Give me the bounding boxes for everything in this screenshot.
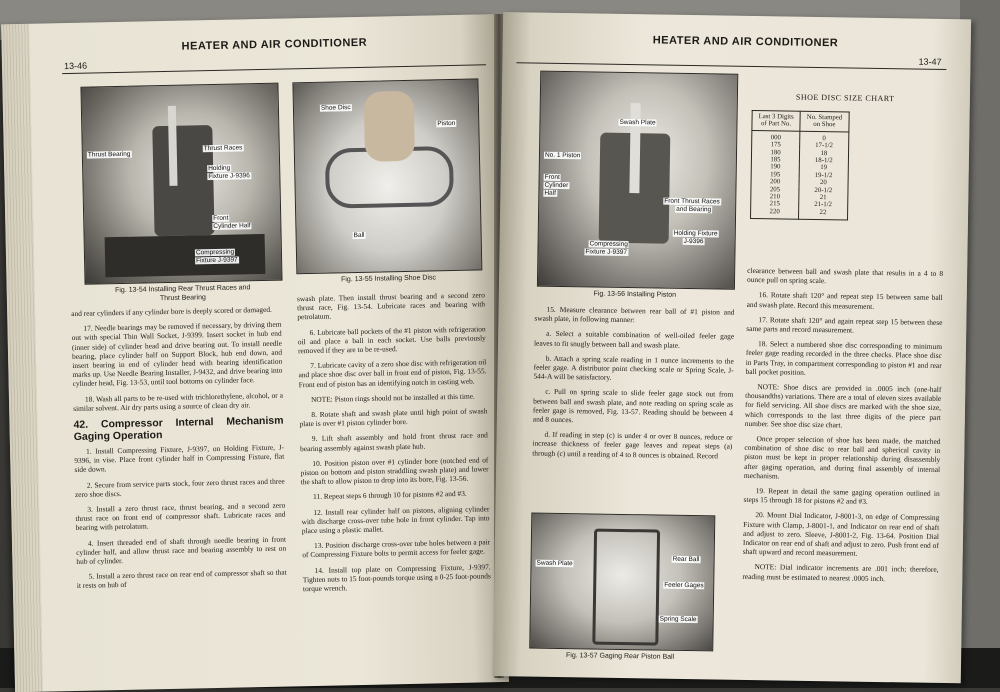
left-page-header: HEATER AND AIR CONDITIONER: [181, 36, 368, 53]
left-page: [1, 14, 509, 692]
paragraph: 6. Lubricate ball pockets of the #1 piston with refrigeration oil and place a ball in each socket. Use balls previously removed if they are to be re-used.: [297, 323, 486, 356]
cell-part: 220: [750, 208, 798, 220]
cell-stamp: 20: [799, 179, 848, 187]
paragraph: 9. Lift shaft assembly and hold front thrust race and bearing assembly against swash plate hub.: [299, 430, 488, 453]
caption-fig-13-56: Fig. 13-56 Installing Piston: [593, 290, 677, 299]
right-page-number: 13-47: [918, 56, 942, 67]
callout-holding-fixture: Holding Fixture: [673, 229, 718, 238]
callout-j9396: J-9396: [683, 237, 704, 246]
table-row: [750, 208, 847, 220]
paragraph: 4. Insert threaded end of shaft through needle bearing in front cylinder half, and allow thrust race and bearing assembly to rest on hub of cylinder.: [76, 534, 287, 567]
callout-swash-plate: Swash Plate: [619, 118, 656, 127]
callout-swash-plate: Swash Plate: [536, 559, 573, 568]
callout-feeler-gages: Feeler Gages: [664, 581, 704, 590]
callout-front: Front: [544, 173, 560, 181]
cell-part: 000: [752, 130, 800, 142]
cell-stamp: 18: [800, 149, 849, 157]
callout-spring-scale: Spring Scale: [659, 615, 697, 624]
callout-no1-piston: No. 1 Piston: [544, 151, 581, 160]
paragraph: 18. Wash all parts to be re-used with trichlorethylene, alcohol, or a similar solvent. Air dry parts using a source of clean dry air.: [73, 390, 284, 413]
caption-fig-13-55: Fig. 13-55 Installing Shoe Disc: [340, 274, 437, 284]
paragraph: d. If reading in step (c) is under 4 or over 8 ounces, reduce or increase thickness of feeler gage leaves and repeat steps (a) through (c) until a reading of 4 to 8 ounces is obtained. Record: [532, 429, 733, 461]
paragraph: 17. Needle bearings may be removed if necessary, by driving them out with special Thin Wall Socket, J-9399. Insert socket in hub end (inner side) of cylinder head and drive bearing out. To install needle bearing, place cylinder half on Support Block, hub end down, and insert bearing in end of cylinder head with bearing identification marks up. Use Needle Bearing Installer, J-9432, and drive bearing into cylinder head, Fig. 13-53, until tool bottoms on cylinder face.: [71, 319, 283, 389]
header-line: of Part No.: [760, 120, 792, 128]
note: NOTE: Piston rings should not be installed at this time.: [310, 391, 475, 404]
callout-half: Half: [544, 189, 556, 197]
paragraph: 14. Install top plate on Compressing Fixture, J-9397. Tighten nuts to 15 foot-pounds torque using a 0-25 foot-pounds torque wrench.: [302, 561, 491, 594]
left-page-number: 13-46: [63, 60, 88, 72]
header-line: Last 3 Digits: [758, 113, 794, 121]
header-line: on Shoe: [813, 121, 836, 129]
paragraph: clearance between ball and swash plate that results in a 4 to 8 ounce pull on spring scale.: [746, 265, 944, 286]
column-header: [800, 111, 849, 132]
paragraph: 2. Secure from service parts stock, four zero thrust races and three zero shoe discs.: [74, 476, 285, 499]
note: NOTE: Dial indicator increments are .001 inch; therefore, reading must be estimated to nearest .0005 inch.: [742, 562, 939, 583]
paragraph: 16. Rotate shaft 120° and repeat step 15 between same ball and swash plate. Record this measurement.: [746, 290, 943, 311]
chart-title: SHOE DISC SIZE CHART: [795, 92, 895, 104]
caption-line1: Fig. 13-54 Installing Rear Thrust Races and: [114, 284, 251, 295]
callout-cylinder: Cylinder: [544, 181, 569, 190]
note: NOTE: Shoe discs are provided in .0005 inch (one-half thousandths) variations. There are a total of eleven sizes available for field servicing. All shoe discs are marked with the shoe size, which corresponds to the last three digits of the piece part number. See shoe disc size chart.: [744, 382, 942, 430]
paragraph: 7. Lubricate cavity of a zero shoe disc with refrigeration oil and place shoe disc over ball in front end of piston, Fig. 13-55. Front end of piston has an identifying notch in casting web.: [298, 357, 487, 389]
cell-part: 215: [751, 200, 799, 208]
paragraph: a. Select a suitable combination of well-oiled feeler gage leaves to fit snugly between ball and swash plate.: [533, 329, 735, 350]
cell-part: 200: [751, 178, 799, 186]
right-page: [493, 12, 971, 683]
right-page-header: HEATER AND AIR CONDITIONER: [652, 34, 839, 50]
callout-front-thrust-races: Front Thrust Races: [664, 197, 720, 206]
paragraph: Once proper selection of shoe has been made, the matched combination of shoe disc to rear ball and spherical cavity in piston must be kept in proper relationship during disassembly after gaging operation, and during final assembly of internal mechanism.: [743, 434, 941, 481]
header-rule: [62, 64, 486, 74]
caption-fig-13-54: [85, 283, 281, 305]
paragraph: 20. Mount Dial Indicator, J-8001-3, on edge of Compressing Fixture with Clamp, J-8001-1, and Indicator on rear end of shaft and adjust to zero. Sleeve, J-8001-2, Fig. 13-64. Position Dial Indicator on rear end of shaft and adjust to zero. Push front end of shaft upward and record measurement.: [742, 510, 940, 558]
cell-stamp: 21-1/2: [799, 201, 848, 209]
shoe-disc-size-table: [750, 110, 849, 221]
callout-holding-fixture: Fixture J-9396: [208, 172, 250, 181]
paragraph: 13. Position discharge cross-over tube holes between a pair of Compressing Fixture bolts to permit access for feeler gage.: [302, 537, 491, 560]
callout-ball: Ball: [353, 231, 365, 240]
paragraph: 12. Install rear cylinder half on pistons, aligning cylinder with discharge cross-over tube hole in front cylinder. Tap into place using a plastic mallet.: [301, 503, 490, 536]
cell-part: 190: [751, 163, 799, 171]
callout-cylinder-half: Cylinder Half: [213, 222, 251, 231]
paragraph: c. Pull on spring scale to slide feeler gage stock out from between ball and swash plate, and note reading on spring scale as feeler gage is removed, Fig. 13-57. Reading should be between 4 and 8 ounces.: [532, 387, 734, 425]
paragraph: 18. Select a numbered shoe disc corresponding to minimum feeler gage reading recorded in the three checks. Place shoe disc in Parts Tray, in compartment corresponding to piston #1 and rear ball pocket position.: [745, 339, 943, 377]
vise-shape: [105, 234, 266, 277]
header-line: No. Stamped: [806, 113, 843, 122]
photo-fig-13-56: [537, 71, 738, 290]
column-header: [752, 110, 800, 131]
cell-stamp: 19-1/2: [799, 172, 848, 180]
fixture-shape: [152, 125, 214, 236]
callout-compressing: Compressing: [195, 248, 235, 257]
callout-rear-ball: Rear Ball: [672, 555, 700, 564]
cell-stamp: 17-1/2: [800, 142, 849, 150]
callout-compressing-fixture: Fixture J-9397: [585, 248, 628, 257]
callout-front: Front: [213, 214, 229, 223]
section-heading: 42. Compressor Internal Mechanism Gaging Operation: [73, 414, 284, 444]
callout-compressing: Compressing: [589, 240, 628, 249]
right-page-column-1: [532, 305, 734, 467]
shaft-shape: [629, 103, 640, 193]
paragraph: 15. Measure clearance between rear ball of #1 piston and swash plate, in following manner:: [534, 304, 735, 325]
paragraph: swash plate. Then install thrust bearing and a second zero thrust race, Fig. 13-54. Lubricate races and bearing with petrolatum.: [296, 290, 486, 322]
page-edge: [1, 24, 43, 692]
paragraph: 5. Install a zero thrust race on rear end of compressor shaft so that it rests on hub of: [76, 567, 287, 591]
paragraph: b. Attach a spring scale reading in 1 ounce increments to the feeler gage. A distributor point checking scale or Spring Scale, J-544-A will be satisfactory.: [533, 353, 734, 383]
cell-part: 210: [751, 193, 799, 201]
callout-thrust-bearing: Thrust Bearing: [87, 150, 131, 159]
callout-shoe-disc: Shoe Disc: [320, 104, 351, 112]
cell-stamp: 0: [800, 131, 849, 143]
cell-part: 185: [751, 156, 799, 164]
caption-line2: Thrust Bearing: [159, 294, 206, 303]
paragraph: 11. Repeat steps 6 through 10 for pistons #2 and #3.: [312, 489, 467, 502]
paragraph: 3. Install a zero thrust race, thrust bearing, and a second zero thrust race on front end of compressor shaft. Lubricate races and bearing with petrolatum.: [75, 500, 286, 533]
paragraph: 19. Repeat in detail the same gaging operation outlined in steps 15 through 18 for pistons #2 and #3.: [743, 486, 940, 507]
cell-stamp: 18-1/2: [799, 157, 848, 165]
paragraph: 17. Rotate shaft 120° and again repeat step 15 between these same parts and record measurement.: [746, 314, 943, 335]
cell-stamp: 19: [799, 164, 848, 172]
callout-holding: Holding: [208, 164, 231, 173]
callout-compressing-fixture: Fixture J-9397: [196, 256, 238, 265]
cell-stamp: 21: [799, 194, 848, 202]
right-page-column-2: [742, 266, 943, 590]
cell-part: 195: [751, 171, 799, 179]
shaft-shape: [168, 106, 178, 186]
callout-piston: Piston: [437, 119, 456, 128]
photo-fig-13-54: [80, 83, 282, 285]
cell-part: 175: [752, 141, 800, 149]
paragraph: 10. Position piston over #1 cylinder bore (notched end of piston on bottom and piston straddling swash plate) and lower the shaft to allow piston to drop into its bore, Fig. 13-56.: [300, 455, 489, 487]
cell-stamp: 22: [799, 209, 848, 221]
paragraph: and rear cylinders if any cylinder bore is deeply scored or damaged.: [71, 304, 272, 319]
left-page-column-1: [71, 305, 287, 597]
cell-part: 205: [751, 186, 799, 194]
caption-fig-13-57: Fig. 13-57 Gaging Rear Piston Ball: [565, 652, 675, 661]
paragraph: 1. Install Compressing Fixture, J-9397, on Holding Fixture, J-9396, in vise. Place front cylinder half in Compressing Fixture, flat side down.: [74, 442, 285, 475]
table-header-row: [752, 110, 849, 131]
callout-thrust-races: Thrust Races: [203, 144, 243, 153]
hand-shape: [364, 91, 415, 162]
cell-part: 180: [751, 149, 799, 157]
photo-fig-13-55: [292, 78, 482, 274]
callout-and-bearing: and Bearing: [676, 205, 712, 214]
photo-fig-13-57: [529, 513, 715, 652]
cell-stamp: 20-1/2: [799, 186, 848, 194]
left-page-column-2: [297, 290, 491, 599]
header-rule: [516, 62, 946, 70]
paragraph: 8. Rotate shaft and swash plate until high point of swash plate is over #1 piston cylinder bore.: [299, 406, 488, 429]
fixture-shape: [592, 529, 660, 646]
